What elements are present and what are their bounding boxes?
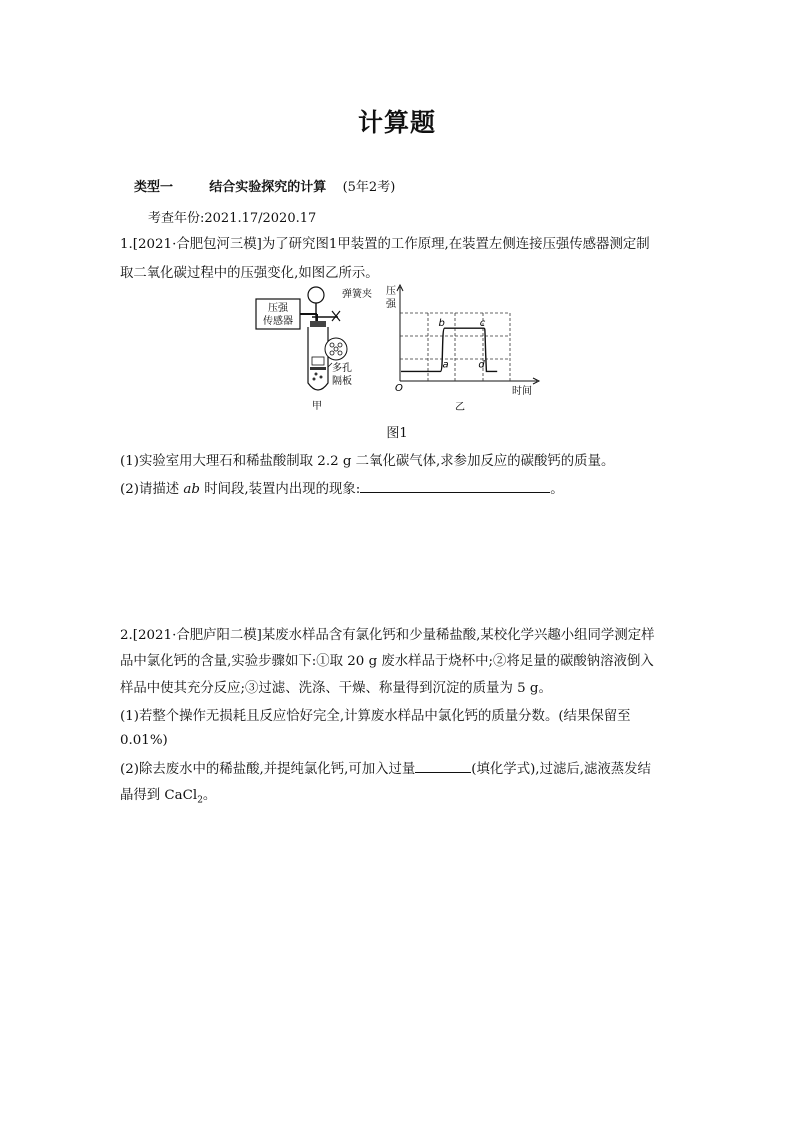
point-label-c: c (479, 318, 486, 330)
q2-part-2-line-2 (120, 784, 216, 806)
section-heading (134, 176, 395, 195)
figure-1 (250, 283, 550, 418)
q1-part-2-prefix: (2)请描述 (120, 482, 184, 497)
q1-stem-line-2: 取二氧化碳过程中的压强变化,如图乙所示。 (120, 266, 379, 281)
answer-blank-2[interactable] (415, 760, 471, 773)
section-name: 结合实验探究的计算 (209, 180, 327, 195)
q1-part-2-end: 。 (550, 482, 564, 497)
stopper (310, 321, 326, 327)
test-tube (308, 327, 328, 390)
origin-label: O (395, 383, 403, 394)
q2-part-2-suffix: (填化学式),过滤后,滤液蒸发结 (471, 762, 651, 777)
porous-plate (310, 367, 326, 370)
plate-label-1: 多孔 (332, 363, 352, 374)
q2-stem-line-2: 品中氯化钙的含量,实验步骤如下:①取 20 g 废水样品于烧杯中;②将足量的碳酸钠溶液倒入 (120, 654, 654, 669)
q2-part-2-prefix: (2)除去废水中的稀盐酸,并提纯氯化钙,可加入过量 (120, 762, 416, 777)
x-axis-label: 时间 (512, 386, 532, 397)
q2-part-2-line-1 (120, 758, 651, 777)
section-frequency: (5年2考) (342, 180, 396, 195)
curve-point-labels (439, 318, 486, 370)
clip-label: 弹簧夹 (342, 289, 372, 300)
q1-part-2-ab: ab (183, 482, 200, 497)
label-jia: 甲 (312, 401, 322, 412)
sensor-label-2: 传感器 (263, 316, 293, 327)
sensor-label-1: 压强 (268, 303, 288, 314)
q2-formula-text: 晶得到 CaCl (120, 788, 198, 803)
answer-blank-1[interactable] (360, 480, 550, 493)
q2-formula-end: 。 (202, 788, 217, 803)
q1-part-1: (1)实验室用大理石和稀盐酸制取 2.2 g 二氧化碳气体,求参加反应的碳酸钙的质量。 (120, 454, 615, 469)
exam-years: 考查年份:2021.17/2020.17 (148, 211, 317, 226)
q1-part-2-text: 时间段,装置内出现的现象: (199, 482, 361, 497)
q2-formula-subscript: 2 (197, 795, 203, 806)
q1-part-2 (120, 478, 564, 497)
label-yi: 乙 (455, 402, 465, 413)
y-axis-label-2: 强 (386, 299, 396, 310)
q2-stem-line-1: 2.[2021·合肥庐阳二模]某废水样品含有氯化钙和少量稀盐酸,某校化学兴趣小组同学测定样 (120, 628, 655, 643)
apparatus-jia (256, 287, 372, 412)
q2-part-1-line-2: 0.01%) (120, 733, 168, 748)
point-label-d: d (478, 359, 485, 371)
point-label-b: b (438, 318, 445, 330)
point-label-a: a (442, 359, 449, 371)
q2-stem-line-3: 样品中使其充分反应;③过滤、洗涤、干燥、称量得到沉淀的质量为 5 g。 (120, 681, 552, 696)
pressure-graph (386, 285, 539, 413)
q1-stem-line-1: 1.[2021·合肥包河三模]为了研究图1甲装置的工作原理,在装置左侧连接压强传感器测定制 (120, 237, 650, 252)
y-axis-label-1: 压 (386, 286, 396, 297)
porous-plate-zoom (325, 338, 347, 360)
funnel-bulb (308, 287, 324, 303)
plate-label-2: 隔板 (332, 376, 352, 387)
q2-part-1-line-1: (1)若整个操作无损耗且反应恰好完全,计算废水样品中氯化钙的质量分数。(结果保留至 (120, 709, 631, 724)
spring-clip-icon (332, 311, 340, 321)
section-type-label: 类型一 (134, 180, 174, 195)
page-title: 计算题 (357, 108, 436, 137)
figure-caption: 图1 (386, 426, 408, 441)
